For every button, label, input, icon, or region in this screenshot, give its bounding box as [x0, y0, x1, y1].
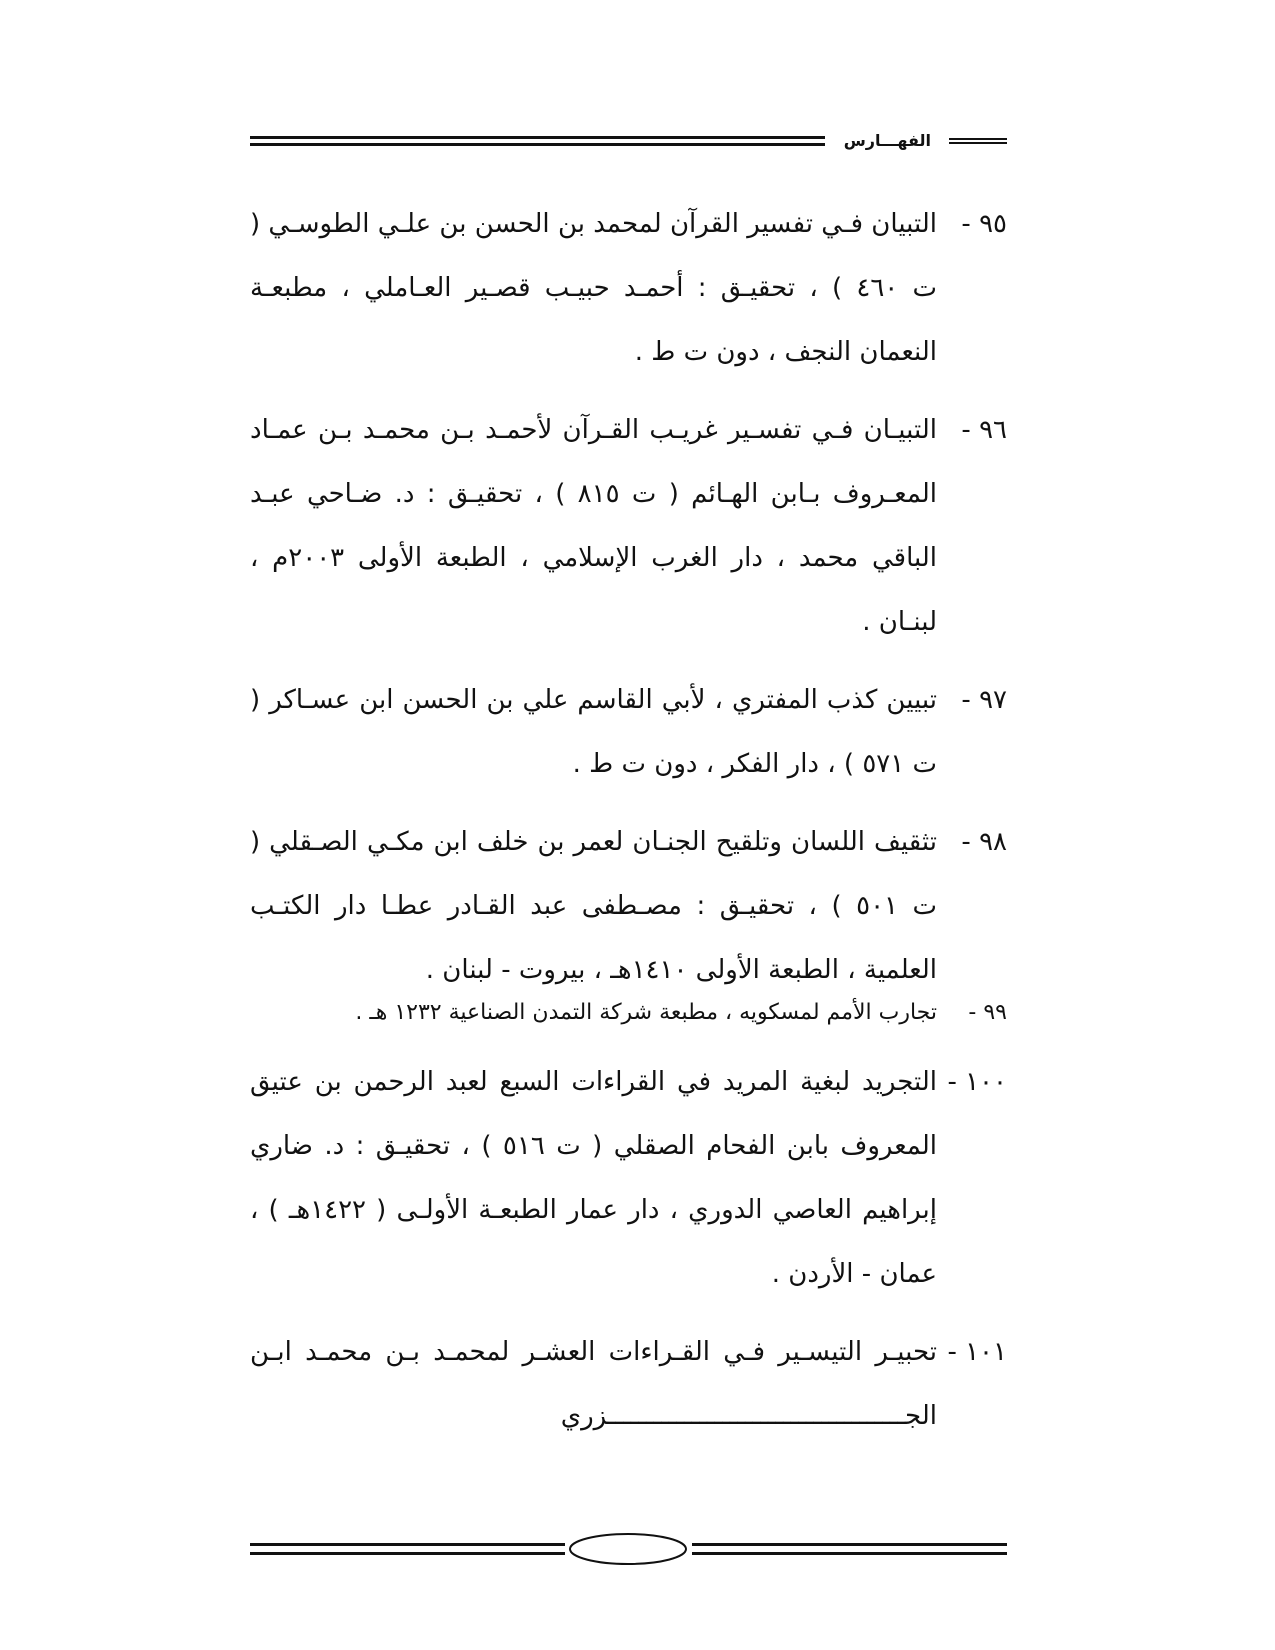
page-footer-ornament — [250, 1527, 1007, 1571]
header-title: الفهـــارس — [836, 128, 939, 154]
bibliography-entry-96 — [250, 398, 1007, 654]
bibliography-entry-98 — [250, 810, 1007, 1002]
entry-number: ٩٦ - — [961, 415, 1007, 445]
bibliography-entry-97 — [250, 668, 1007, 796]
header-long-double-rule — [250, 136, 825, 146]
entry-text: التبيـان فـي تفسـير غريـب القـرآن لأحمـد بـن محمـد بـن عمـاد المعـروف بـابن الهـائم ( ت ٨١٥ ) ، تحقيـق : د. ضـاحي عبـد الباقي محمد ، دار الغرب الإسلامي ، الطبعة الأولى ٢٠٠٣م ، لبنـان . — [250, 415, 937, 637]
entry-text: تثقيف اللسان وتلقيح الجنـان لعمر بن خلف ابن مكـي الصـقلي ( ت ٥٠١ ) ، تحقيـق : مصـطفى عبد القـادر عطـا دار الكتـب العلمية ، الطبعة الأولى ١٤١٠هـ ، بيروت - لبنان . — [250, 827, 937, 985]
entry-number: ١٠٠ - — [947, 1067, 1007, 1097]
footer-left-double-rule — [250, 1543, 565, 1555]
entry-text: تحبيـر التيسـير فـي القـراءات العشـر لمحمـد بـن محمـد ابـن الجـــــــــــــــــــــــــــــــــــــــزري — [250, 1337, 937, 1431]
entry-text: تجارب الأمم لمسكويه ، مطبعة شركة التمدن الصناعية ١٢٣٢ هـ . — [355, 1000, 937, 1025]
bibliography-entry-100 — [250, 1050, 1007, 1306]
entry-number: ٩٥ - — [961, 209, 1007, 239]
entry-text: التبيان فـي تفسير القرآن لمحمد بن الحسن بن علـي الطوسـي ( ت ٤٦٠ ) ، تحقيـق : أحمـد حبيـب قصـير العـاملي ، مطبعـة النعمان النجف ، دون ت ط . — [250, 209, 937, 367]
entry-number: ٩٩ - — [968, 1000, 1007, 1025]
footer-right-double-rule — [692, 1543, 1007, 1555]
bibliography-list — [250, 192, 1007, 1448]
entry-text: التجريد لبغية المريد في القراءات السبع لعبد الرحمن بن عتيق المعروف بابن الفحام الصقلي ( ت ٥١٦ ) ، تحقيـق : د. ضاري إبراهيم العاصي الدوري ، دار عمار الطبعـة الأولـى ( ١٤٢٢هـ ) ، عمان - الأردن . — [250, 1067, 937, 1289]
footer-oval-ornament — [567, 1531, 689, 1567]
bibliography-entry-101 — [250, 1320, 1007, 1448]
page-header — [250, 128, 1007, 154]
header-short-double-rule — [949, 138, 1007, 144]
bibliography-entry-99 — [250, 994, 1007, 1032]
entry-number: ١٠١ - — [947, 1337, 1007, 1367]
entry-number: ٩٨ - — [961, 827, 1007, 857]
entry-number: ٩٧ - — [961, 685, 1007, 715]
entry-text: تبيين كذب المفتري ، لأبي القاسم علي بن الحسن ابن عسـاكر ( ت ٥٧١ ) ، دار الفكر ، دون ت ط . — [250, 685, 937, 779]
bibliography-entry-95 — [250, 192, 1007, 384]
